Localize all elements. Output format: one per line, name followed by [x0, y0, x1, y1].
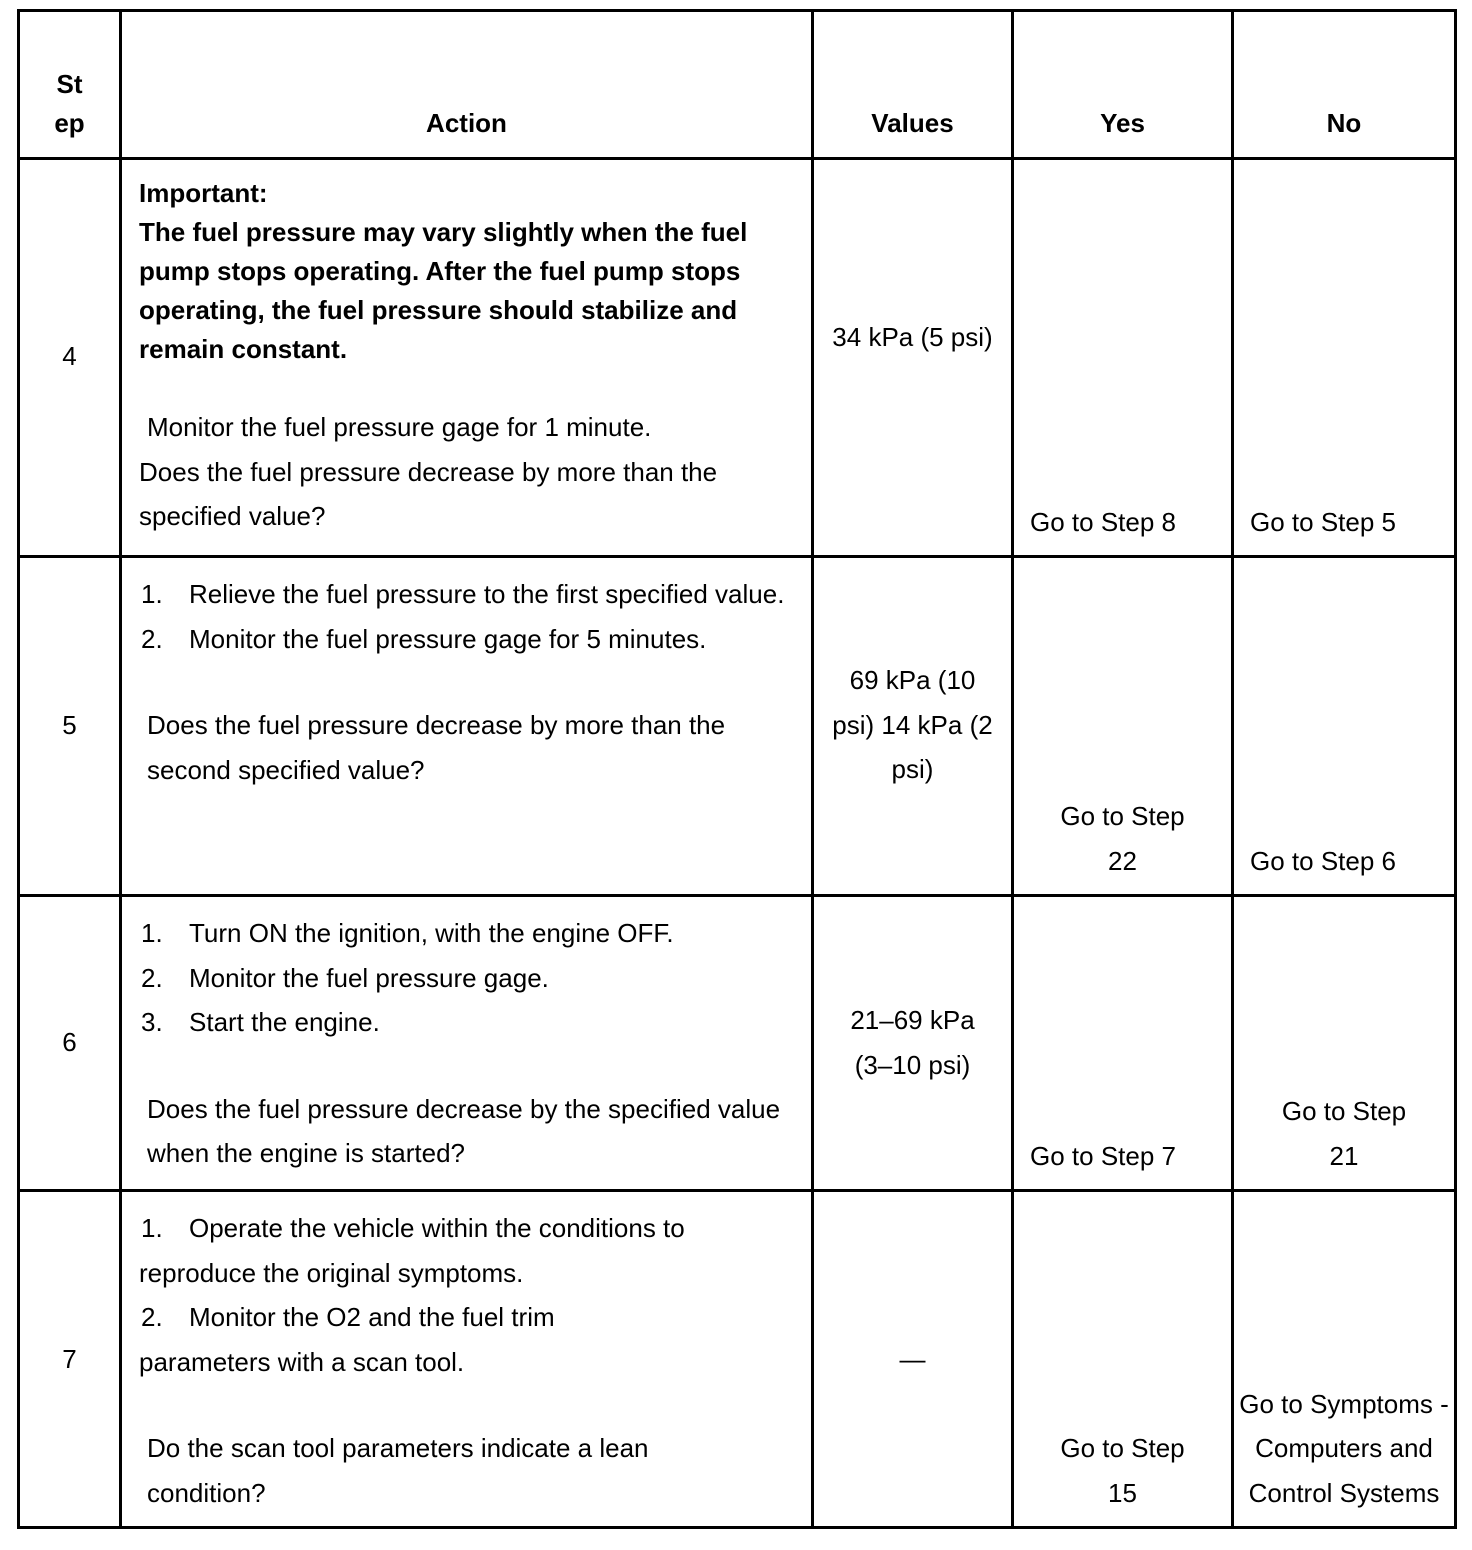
header-action: Action [121, 11, 813, 159]
diagnostic-table [17, 9, 1457, 1529]
step-number: 6 [62, 1027, 77, 1057]
step-number: 4 [62, 341, 77, 371]
list-item: 1. Operate the vehicle within the conditions to reproduce the original symptoms. [139, 1213, 685, 1288]
action-line: Monitor the fuel pressure gage for 1 minute. [147, 412, 652, 442]
action-cell [121, 159, 813, 557]
yes-cell [1013, 896, 1233, 1191]
header-step: St ep [19, 11, 121, 159]
step-cell [19, 159, 121, 557]
action-steps [139, 1206, 793, 1384]
yes-link[interactable]: Go to Step 7 [1030, 1140, 1176, 1171]
no-link[interactable]: Go to Step 6 [1250, 845, 1396, 876]
no-link[interactable]: Go to Symptoms - Computers and Control Systems [1239, 1388, 1449, 1508]
important-note: The fuel pressure may vary slightly when the fuel pump stops operating. After the fuel pump stops operating, the fuel pressure should stabilize and remain constant. [139, 217, 748, 364]
no-cell [1233, 159, 1456, 557]
action-question: Does the fuel pressure decrease by more than the second specified value? [147, 710, 726, 785]
yes-link[interactable]: Go to Step 15 [1060, 1433, 1185, 1508]
step-number: 5 [62, 710, 77, 740]
values-cell [813, 557, 1013, 896]
step-number: 7 [62, 1344, 77, 1374]
list-item: 3. Start the engine. [141, 1007, 380, 1037]
no-link[interactable]: Go to Step 5 [1250, 506, 1396, 537]
list-item: 2. Monitor the fuel pressure gage. [141, 962, 549, 993]
action-question: Does the fuel pressure decrease by more than the specified value? [139, 456, 718, 531]
yes-cell [1013, 1191, 1233, 1528]
list-item: 2. Monitor the fuel pressure gage for 5 minutes. [141, 623, 707, 654]
table-row [19, 896, 1456, 1191]
action-steps [139, 911, 793, 1045]
important-label: Important: [139, 178, 268, 208]
table-row [19, 159, 1456, 557]
no-cell [1233, 1191, 1456, 1528]
action-cell [121, 896, 813, 1191]
step-cell [19, 557, 121, 896]
header-yes: Yes [1013, 11, 1233, 159]
action-steps [139, 572, 793, 661]
value-text: 69 kPa (10 psi) 14 kPa (2 psi) [832, 665, 993, 784]
table-row [19, 557, 1456, 896]
value-text: 21–69 kPa (3–10 psi) [850, 1005, 975, 1080]
action-cell [121, 557, 813, 896]
value-text: 34 kPa (5 psi) [832, 322, 993, 352]
yes-link[interactable]: Go to Step 22 [1060, 801, 1185, 876]
no-cell [1233, 557, 1456, 896]
values-cell [813, 896, 1013, 1191]
header-row [19, 11, 1456, 159]
table-row [19, 1191, 1456, 1528]
yes-cell [1013, 557, 1233, 896]
values-cell [813, 1191, 1013, 1528]
no-link[interactable]: Go to Step 21 [1281, 1096, 1407, 1171]
action-question: Does the fuel pressure decrease by the specified value when the engine is started? [147, 1093, 781, 1168]
header-values: Values [813, 11, 1013, 159]
list-item: 1. Turn ON the ignition, with the engine OFF. [141, 918, 674, 948]
yes-cell [1013, 159, 1233, 557]
values-cell [813, 159, 1013, 557]
step-cell [19, 1191, 121, 1528]
no-cell [1233, 896, 1456, 1191]
header-no: No [1233, 11, 1456, 159]
value-text: — [899, 1344, 926, 1374]
step-cell [19, 896, 121, 1191]
list-item: 2. Monitor the O2 and the fuel trim parameters with a scan tool. [139, 1302, 555, 1377]
action-question: Do the scan tool parameters indicate a lean condition? [147, 1433, 649, 1508]
action-cell [121, 1191, 813, 1528]
yes-link[interactable]: Go to Step 8 [1030, 506, 1176, 537]
list-item: 1. Relieve the fuel pressure to the first specified value. [141, 579, 785, 609]
